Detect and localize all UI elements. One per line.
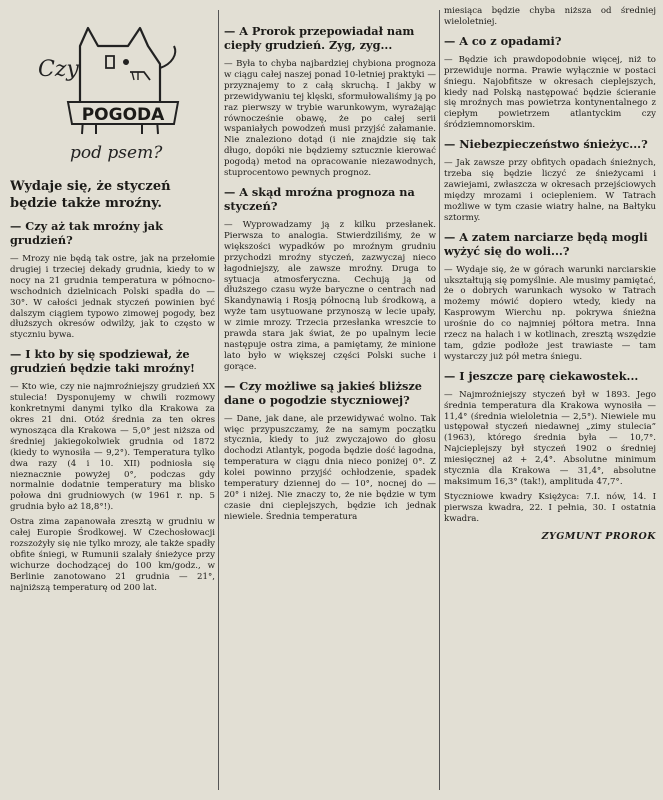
answer-paragraph: miesiąca będzie chyba niższa od średniej wieloletniej. [444, 6, 656, 27]
answer-paragraph: — Jak zawsze przy obfitych opadach śnieżnych, trzeba się będzie liczyć ze śnieżycami i zawiejami, zwłaszcza w okresach przejściowych między mrozami i ociepleniem. W Tatrach możliwe w tym czasie wiatry halne, na Bałtyku sztormy. [444, 158, 656, 223]
question-heading: — Czy aż tak mroźny jak grudzień? [10, 219, 163, 247]
question-heading: — A Prorok przepowiadał nam ciepły grudzień. Zyg, zyg... [224, 24, 415, 52]
answer-paragraph: — Dane, jak dane, ale przewidywać wolno. Tak więc przypuszczamy, że na samym początku stycznia, kiedy to już zwyczajowo do głosu dochodzi Atlantyk, pogoda będzie dość łagodna, temperatura w ciągu dnia nieco poniżej 0°. Z kolei powinno przyjść ochłodzenie, spadek temperatury dziennej do — 10°, nocnej do — 20° i niżej. Nie znaczy to, że nie będzie w tym czasie dni cieplejszych, będzie ich jednak niewiele. Średnia temperatura [224, 413, 436, 522]
column-3 [444, 6, 656, 794]
question-heading: — A co z opadami? [444, 33, 562, 48]
question-heading: — Czy możliwe są jakieś bliższe dane o pogodzie styczniowej? [224, 378, 422, 407]
column-2 [224, 6, 436, 794]
column-divider [439, 10, 440, 790]
question-heading: — I kto by się spodziewał, że grudzień będzie taki mroźny! [10, 347, 195, 376]
logo-pod-psem: pod psem? [70, 143, 163, 163]
question-heading: — A zatem narciarze będą mogli wyżyć się do woli...? [444, 229, 648, 258]
answer-paragraph: — Była to chyba najbardziej chybiona prognoza w ciągu całej naszej ponad 10-letniej praktyki — przyznajemy to z całą skruchą. I jakby w przewidywaniu tej klęski, sformułowaliśmy ją po raz pierwszy w trybie warunkowym, wyrażając równocześnie obawę, że po całej serii wspaniałych powodzeń musi przyjść załamanie. Nie znaleziono dotąd (i nie znajdzie się tak długo, dopóki nie będziemy sztucznie kierować pogodą) metod na opracowanie niezawodnych, stuprocentowo pewnych prognoz. [224, 59, 436, 179]
column-1 [10, 6, 215, 794]
logo-czy: Czy [38, 57, 79, 82]
answer-paragraph: — Najmroźniejszy styczeń był w 1893. Jego średnia temperatura dla Krakowa wynosiła — 11,4° (średnia wieloletnia — 2,5°). Niewiele mu ustępował styczeń niedawnej „zimy stulecia” (1963), którego średnia była — 10,7°. Najcieplejszy był styczeń 1902 o średniej miesięcznej aż + 2,4°. Absolutne minimum stycznia dla Krakowa — 31,4°, absolutne maksimum 16,3° (tak!), amplituda 47,7°. [444, 389, 656, 487]
moon-phases-paragraph: Styczniowe kwadry Księżyca: 7.I. nów, 14. I pierwsza kwadra, 22. I pełnia, 30. I ostatnia kwadra. [444, 491, 656, 524]
lead-heading: Wydaje się, że styczeń będzie także mroźny. [10, 179, 171, 211]
pogoda-pod-psem-logo [10, 6, 215, 174]
answer-paragraph: Ostra zima zapanowała zresztą w grudniu w całej Europie Środkowej. W Czechosłowacji rozszożyły się nie tylko mrozy, ale także spadły obfite śniegi, w Rumunii szalały śnieżyce przy wichurze dochodzącej do 100 km/godz., w Berlinie zanotowano 21 grudnia — 21°, najniższą temperaturę od 200 lat. [10, 517, 215, 593]
dog-logo-icon [10, 6, 215, 174]
answer-paragraph: — Będzie ich prawdopodobnie więcej, niż to przewiduje norma. Prawie wyłącznie w postaci śniegu. Najobfitsze w okresach cieplejszych, kiedy nad Polską następować będzie ścieranie się mroźnych mas powietrza kontynentalnego z ciepłym powietrzem atlantyckim czy śródziemnomorskim. [444, 54, 656, 131]
answer-paragraph: — Kto wie, czy nie najmroźniejszy grudzień XX stulecia! Dysponujemy w chwili rozmowy konkretnymi danymi tylko dla Krakowa za okres 21 dni. Otóż średnia za ten okres wynosząca dla Krakowa — 5,0° jest niższa od średniej jakiegokolwiek grudnia od 1872 (kiedy to wynosiła — 9,2°). Temperatura tylko dwa razy (4 i 10. XII) podniosła się nieznacznie powyżej 0°, podczas gdy normalnie dodatnie temperatury ma blisko połowa dni grudniowych (w 1961 r. np. 5 grudnia było aż 18,8°!). [10, 382, 215, 513]
author-signature: ZYGMUNT PROROK [541, 530, 656, 542]
answer-paragraph: — Mrozy nie będą tak ostre, jak na przełomie drugiej i trzeciej dekady grudnia, kiedy to w nocy na 21 grudnia temperatura w północno-wschodnich dzielnicach Polski spadła do — 30°. W całości jednak styczeń powinien być dalszym ciągiem typowo zimowej pogody, bez dłuższych okresów odwilży, jak to często w styczniu bywa. [10, 254, 215, 341]
question-heading: — Niebezpieczeństwo śnieżyc...? [444, 137, 648, 152]
question-heading: — A skąd mroźna prognoza na styczeń? [224, 184, 415, 213]
column-divider [218, 10, 219, 790]
question-heading: — I jeszcze parę ciekawostek... [444, 368, 639, 383]
logo-pogoda: POGODA [81, 105, 165, 125]
answer-paragraph: — Wydaje się, że w górach warunki narciarskie ukształtują się pomyślnie. Ale musimy pamiętać, że o dobrych warunkach wysoko w Tatrach możemy mówić dopiero wtedy, kiedy na Kasprowym Wierchu np. pokrywa śnieżna urośnie do co najmniej półtora metra. Inna rzecz na halach i w kotlinach, zresztą wszędzie tam, gdzie podłoże jest trawiaste — tam wystarczy już pół metra śniegu. [444, 264, 656, 362]
answer-paragraph: — Wyprowadzamy ją z kilku przesłanek. Pierwsza to analogia. Stwierdziliśmy, że w większości wypadków po mroźnym grudniu przychodzi mroźny styczeń, zazwyczaj nieco łagodniejszy, ale zawsze mroźny. Druga to sytuacja atmosferyczna. Cechują ją od dłuższego czasu wyże baryczne o centrach nad Skandynawią i Rosją północną lub środkową, a wyże tam usytuowane przynoszą w lecie upały, w zimie mrozy. Trzecia przesłanka wreszcie to prawda stara jak świat, że po upalnym lecie następuje ostra zima, a pamiętamy, że minione lato było w większej części Polski suche i gorące. [224, 219, 436, 372]
